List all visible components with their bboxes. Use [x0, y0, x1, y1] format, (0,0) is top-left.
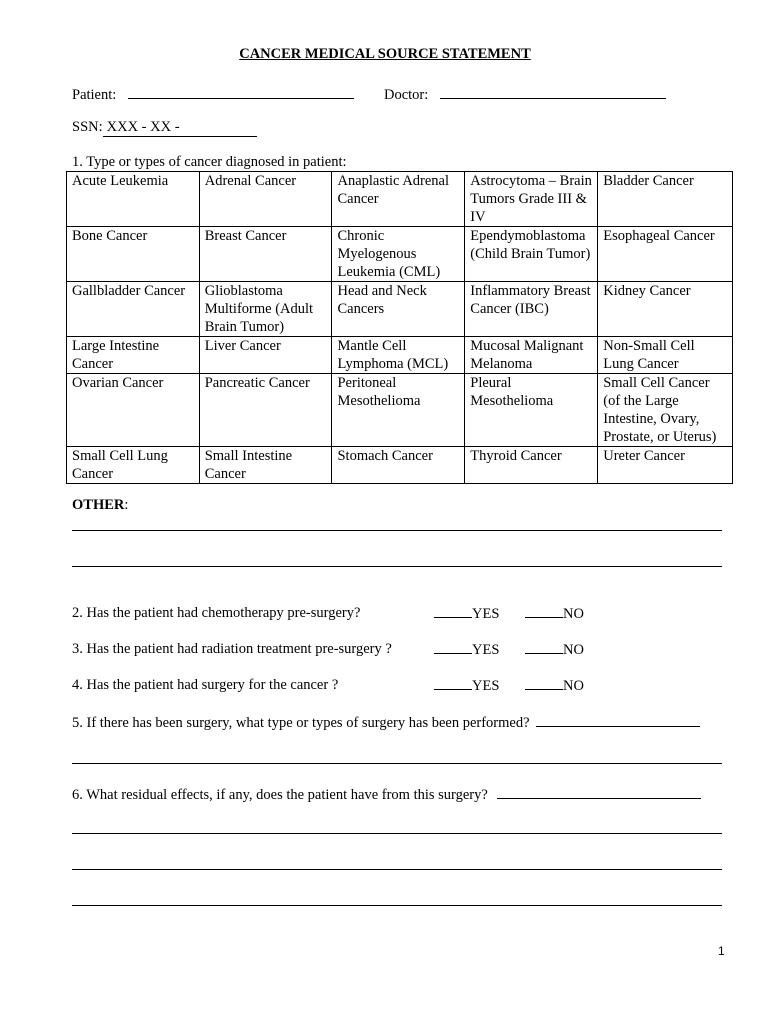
cancer-type-cell[interactable]: Peritoneal Mesothelioma [332, 374, 465, 447]
cancer-type-cell[interactable]: Ureter Cancer [598, 447, 733, 484]
patient-label: Patient: [72, 87, 117, 103]
cancer-type-cell[interactable]: Adrenal Cancer [199, 172, 332, 227]
cancer-type-cell[interactable]: Pleural Mesothelioma [465, 374, 598, 447]
cancer-type-cell[interactable]: Head and Neck Cancers [332, 282, 465, 337]
question-3-yes[interactable]: YES [434, 641, 499, 659]
cancer-type-cell[interactable]: Non-Small Cell Lung Cancer [598, 337, 733, 374]
cancer-type-cell[interactable]: Ependymoblastoma (Child Brain Tumor) [465, 227, 598, 282]
other-label: OTHER [72, 497, 125, 513]
question-6-answer-field[interactable] [497, 784, 701, 799]
cancer-type-cell[interactable]: Liver Cancer [199, 337, 332, 374]
doctor-label: Doctor: [384, 87, 429, 103]
cancer-type-cell[interactable]: Gallbladder Cancer [67, 282, 200, 337]
question-6-line-1[interactable] [72, 833, 722, 834]
ssn-label: SSN: [72, 119, 103, 135]
ssn-row [72, 119, 257, 137]
question-3: 3. Has the patient had radiation treatment pre-surgery ? [72, 641, 392, 657]
question-6-line-3[interactable] [72, 905, 722, 906]
question-4-no[interactable]: NO [525, 677, 584, 695]
cancer-table-row [67, 374, 733, 447]
question-1: 1. Type or types of cancer diagnosed in patient: [72, 154, 347, 170]
other-section: OTHER: [72, 497, 129, 513]
cancer-type-cell[interactable]: Anaplastic Adrenal Cancer [332, 172, 465, 227]
cancer-type-cell[interactable]: Thyroid Cancer [465, 447, 598, 484]
patient-name-field[interactable] [128, 84, 354, 99]
question-2-no[interactable]: NO [525, 605, 584, 623]
cancer-table-row [67, 282, 733, 337]
question-4: 4. Has the patient had surgery for the cancer ? [72, 677, 339, 693]
cancer-table-row [67, 172, 733, 227]
cancer-table-row [67, 227, 733, 282]
ssn-field[interactable] [103, 119, 257, 137]
cancer-type-cell[interactable]: Astrocytoma – Brain Tumors Grade III & IV [465, 172, 598, 227]
cancer-type-cell[interactable]: Chronic Myelogenous Leukemia (CML) [332, 227, 465, 282]
cancer-type-cell[interactable]: Ovarian Cancer [67, 374, 200, 447]
cancer-type-cell[interactable]: Small Intestine Cancer [199, 447, 332, 484]
cancer-type-cell[interactable]: Esophageal Cancer [598, 227, 733, 282]
question-6-text: 6. What residual effects, if any, does the patient have from this surgery? [72, 787, 488, 803]
cancer-type-cell[interactable]: Acute Leukemia [67, 172, 200, 227]
cancer-type-table [66, 171, 733, 484]
page-title: CANCER MEDICAL SOURCE STATEMENT [239, 46, 531, 62]
other-line-1[interactable] [72, 530, 722, 531]
cancer-type-cell[interactable]: Breast Cancer [199, 227, 332, 282]
page-number: 1 [718, 944, 725, 958]
cancer-table-row [67, 337, 733, 374]
question-6-line-2[interactable] [72, 869, 722, 870]
cancer-type-cell[interactable]: Pancreatic Cancer [199, 374, 332, 447]
cancer-type-cell[interactable]: Bone Cancer [67, 227, 200, 282]
cancer-type-cell[interactable]: Small Cell Lung Cancer [67, 447, 200, 484]
cancer-type-cell[interactable]: Glioblastoma Multiforme (Adult Brain Tumor) [199, 282, 332, 337]
doctor-name-field[interactable] [440, 84, 666, 99]
ssn-value: XXX - XX - [106, 119, 180, 135]
question-6 [72, 784, 701, 804]
patient-row [72, 84, 354, 104]
cancer-type-cell[interactable]: Bladder Cancer [598, 172, 733, 227]
question-5-answer-field[interactable] [536, 712, 700, 727]
question-2-yes[interactable]: YES [434, 605, 499, 623]
cancer-type-cell[interactable]: Stomach Cancer [332, 447, 465, 484]
question-5-line[interactable] [72, 763, 722, 764]
question-5-text: 5. If there has been surgery, what type or types of surgery has been performed? [72, 715, 530, 731]
other-line-2[interactable] [72, 566, 722, 567]
cancer-type-cell[interactable]: Mantle Cell Lymphoma (MCL) [332, 337, 465, 374]
question-5 [72, 712, 700, 732]
cancer-type-cell[interactable]: Large Intestine Cancer [67, 337, 200, 374]
question-4-yes[interactable]: YES [434, 677, 499, 695]
doctor-row [384, 84, 666, 104]
cancer-type-cell[interactable]: Small Cell Cancer (of the Large Intestine, Ovary, Prostate, or Uterus) [598, 374, 733, 447]
cancer-type-cell[interactable]: Inflammatory Breast Cancer (IBC) [465, 282, 598, 337]
cancer-type-cell[interactable]: Mucosal Malignant Melanoma [465, 337, 598, 374]
question-3-no[interactable]: NO [525, 641, 584, 659]
cancer-type-cell[interactable]: Kidney Cancer [598, 282, 733, 337]
question-2: 2. Has the patient had chemotherapy pre-surgery? [72, 605, 361, 621]
cancer-table-row [67, 447, 733, 484]
